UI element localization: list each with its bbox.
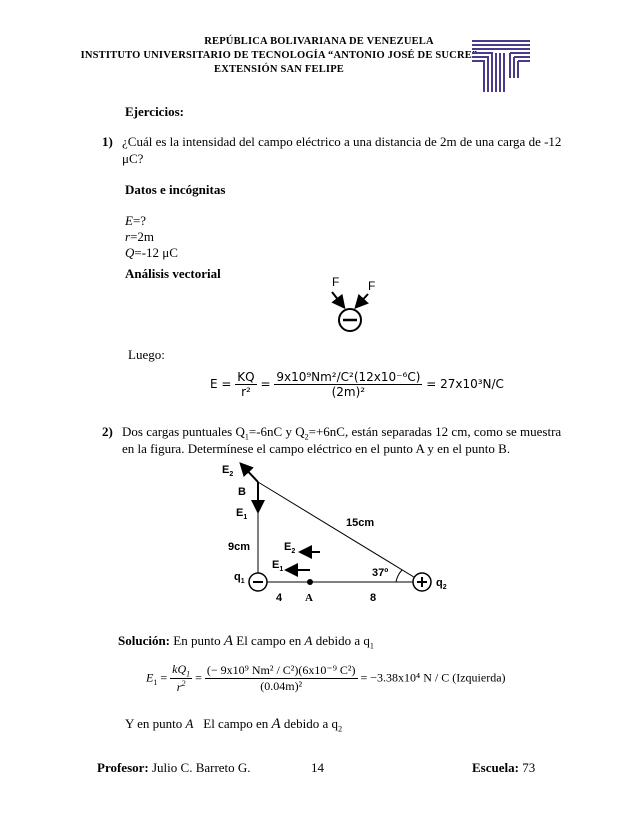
force-arrow-right <box>357 294 368 306</box>
solution-label: Solución: <box>118 633 171 648</box>
formula2-num-2: (− 9x10⁹ Nm² / C²)(6x10⁻⁹ C²) <box>206 663 356 678</box>
F-label-left: F <box>332 275 340 289</box>
header-line-2: INSTITUTO UNIVERSITARIO DE TECNOLOGÍA “ANTONIO JOSÉ DE SUCRE” <box>80 50 478 61</box>
segment-1-label: 4 <box>276 592 283 604</box>
solution-A2: A <box>304 633 313 648</box>
r-value: =2m <box>130 229 155 244</box>
r-variable: r <box>125 229 131 244</box>
point-A <box>307 579 313 585</box>
formula-result: = 27x10³N/C <box>426 377 504 391</box>
solution-line <box>118 633 374 655</box>
footer-school-value: 73 <box>522 760 536 775</box>
solution-sub: 1 <box>369 641 374 651</box>
hypotenuse-label: 15cm <box>346 517 375 529</box>
formula2-result: = −3.38x10⁴ N / C (Izquierda) <box>360 670 506 685</box>
formula2-den-2: (0.04m)² <box>260 679 303 694</box>
formula2-eq1: = <box>160 670 171 685</box>
point-A-label: A <box>305 592 313 604</box>
formula-num-1: KQ <box>237 370 255 384</box>
ex2-sub-2: 2 <box>304 432 309 442</box>
E1-label-A: $E_1$ <box>272 559 284 573</box>
formula2-E-sub: 1 <box>153 677 158 687</box>
formula-frac-2 <box>274 370 422 399</box>
ex1-data-title: Datos e incógnitas <box>125 182 226 197</box>
formula-den-1: r² <box>241 385 251 399</box>
formula-den-2: (2m)² <box>331 385 366 399</box>
then-A3: A <box>185 716 194 731</box>
point-B-label: B <box>238 486 246 498</box>
then-A4: A <box>271 716 281 732</box>
ex1-vector-title: Análisis vectorial <box>125 266 221 281</box>
then-text-c: debido a q <box>283 716 339 731</box>
ex2-sub-1: 1 <box>244 432 249 442</box>
footer-prof-name: Julio C. Barreto G. <box>151 760 251 775</box>
formula-lhs: E = <box>210 377 232 391</box>
segment-2-label: 8 <box>370 592 377 604</box>
E2-arrow-B <box>242 465 258 482</box>
q1-label: $q_1$ <box>234 571 245 585</box>
ex1-r-line <box>125 229 154 245</box>
formula2-den-1: $r^2$ <box>176 679 186 695</box>
formula-eq: = <box>260 377 271 391</box>
formula2-eq2: = <box>195 670 205 685</box>
then-line <box>125 716 342 738</box>
then-text-b: El campo en <box>203 716 269 731</box>
ex2-number: 2) <box>102 424 113 439</box>
ex1-E-line <box>125 213 146 229</box>
ex2-text-c: =+6nC, están separadas 12 cm, como se muestra <box>308 424 562 439</box>
angle-label: 37º <box>372 567 389 579</box>
footer-school <box>472 760 535 776</box>
force-arrow-left <box>332 292 343 306</box>
ex2-statement-line2: en la figura. Determínese el campo eléctrico en el punto A y en el punto B. <box>122 441 511 456</box>
ex1-number: 1) <box>102 134 113 149</box>
formula2-frac-2 <box>205 663 358 694</box>
section-title: Ejercicios: <box>125 104 184 119</box>
header-line-3: EXTENSIÓN SAN FELIPE <box>213 64 345 75</box>
footer-prof-label: Profesor: <box>97 760 149 775</box>
then-text-a: Y en punto <box>125 716 183 731</box>
footer-school-label: Escuela: <box>472 760 519 775</box>
Q-value: =-12 μC <box>134 245 178 260</box>
angle-arc <box>396 570 402 582</box>
formula-num-2: 9x10⁹Nm²/C²(12x10⁻⁶C) <box>276 370 421 384</box>
solution-A1: A <box>223 633 233 649</box>
ex1-statement-a: ¿Cuál es la intensidad del campo eléctrico a una distancia de 2m de una carga de -12 <box>122 134 562 149</box>
header-line-1: REPÚBLICA BOLIVARIANA DE VENEZUELA <box>204 36 434 47</box>
then-sub: 2 <box>338 724 343 734</box>
footer-professor <box>97 760 251 776</box>
ex1-Q-line <box>125 245 178 261</box>
formula2-E: E <box>146 670 154 685</box>
solution-text-b: El campo en <box>236 633 302 648</box>
q2-label: $q_2$ <box>436 577 447 591</box>
formula2-frac-1 <box>170 662 192 695</box>
vertical-side-label: 9cm <box>228 541 251 553</box>
ex2-text-a: Dos cargas puntuales Q <box>122 424 245 439</box>
Q-variable: Q <box>125 245 135 260</box>
E-value: =? <box>132 213 147 228</box>
solution-text-a: En punto <box>173 633 221 648</box>
E-variable: E <box>125 213 133 228</box>
E2-label-A: $E_2$ <box>284 541 296 555</box>
vector-diagram <box>310 270 400 335</box>
E1-label-B: $E_1$ <box>236 507 248 521</box>
institute-logo <box>470 38 532 94</box>
ex1-statement-b: μC? <box>122 151 144 166</box>
ex2-text-b: =-6nC y Q <box>248 424 305 439</box>
formula2-num-1: $kQ_1$ <box>172 662 191 679</box>
F-label-right: F <box>368 279 376 293</box>
footer-page-number: 14 <box>311 760 324 775</box>
ex1-then: Luego: <box>128 347 165 362</box>
solution-text-c: debido a q <box>315 633 370 648</box>
formula-frac-1 <box>235 370 256 399</box>
E2-label-B: $E_2$ <box>222 464 234 478</box>
charges-figure <box>200 458 450 608</box>
solution-formula <box>146 662 506 695</box>
ex1-formula <box>210 370 504 399</box>
